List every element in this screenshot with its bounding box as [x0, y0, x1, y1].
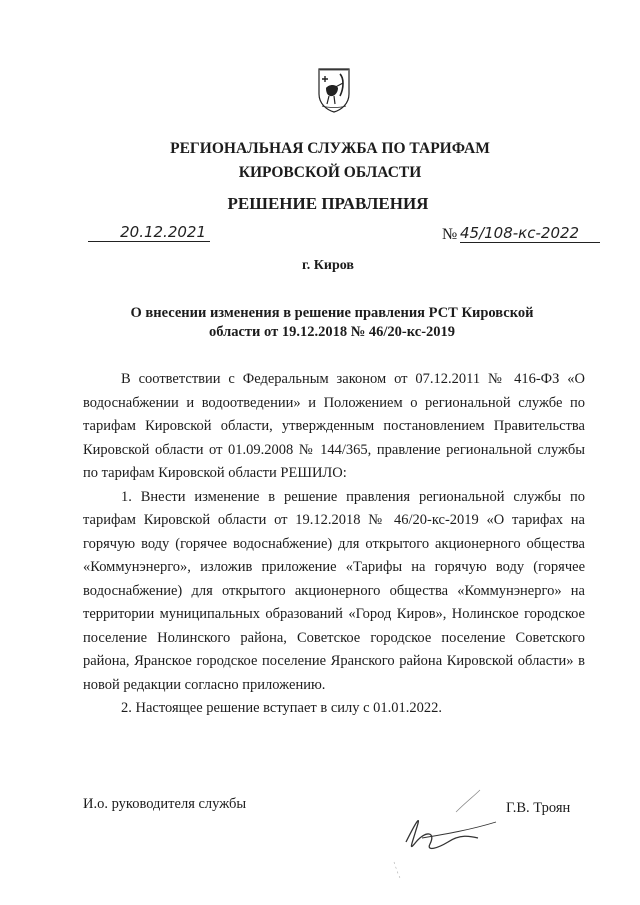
number-label: №	[442, 226, 458, 243]
intro-paragraph: В соответствии с Федеральным законом от 07.12.2011 № 416-ФЗ «О водоснабжении и водоотведении» и Положением о региональной службе по тарифам Кировской области, утвержденным постановлением Правительства Кировской области от 01.09.2008 № 144/365, правление региональной службы по тарифам Кировской области РЕШИЛО:	[83, 371, 585, 481]
document-body	[83, 368, 585, 721]
org-line-1: РЕГИОНАЛЬНАЯ СЛУЖБА ПО ТАРИФАМ	[170, 140, 490, 157]
organization-name	[10, 137, 640, 185]
subject	[12, 304, 640, 342]
signer-name: Г.В. Троян	[506, 800, 571, 816]
decision-number: 45/108-кс-2022	[460, 224, 600, 243]
document-type: РЕШЕНИЕ ПРАВЛЕНИЯ	[227, 194, 429, 213]
city: г. Киров	[302, 258, 354, 273]
handwritten-signature-icon	[386, 772, 506, 882]
subject-line-1: О внесении изменения в решение правления РСТ Кировской	[130, 305, 534, 321]
org-line-2: КИРОВСКОЙ ОБЛАСТИ	[238, 164, 422, 181]
kirov-coat-of-arms-icon	[316, 66, 352, 114]
subject-line-2: области от 19.12.2018 № 46/20-кс-2019	[208, 324, 456, 340]
item-2-paragraph: 2. Настоящее решение вступает в силу с 01.01.2022.	[121, 700, 443, 716]
decision-date: 20.12.2021	[88, 223, 210, 242]
signer-position: И.о. руководителя службы	[83, 796, 247, 812]
item-1-paragraph: 1. Внести изменение в решение правления региональной службы по тарифам Кировской области от 19.12.2018 № 46/20-кс-2019 «О тарифах на горячую воду (горячее водоснабжение) для открытого акционерного общества «Коммунэнерго», изложив приложение «Тарифы на горячую воду (горячее водоснабжение) для открытого акционерного общества «Коммунэнерго» на территории муниципальных образований «Город Киров», Нолинское городское поселение Нолинского района, Советское городское поселение Советского района, Яранское городское поселение Яранского района Кировской области» в новой редакции согласно приложению.	[83, 488, 585, 693]
